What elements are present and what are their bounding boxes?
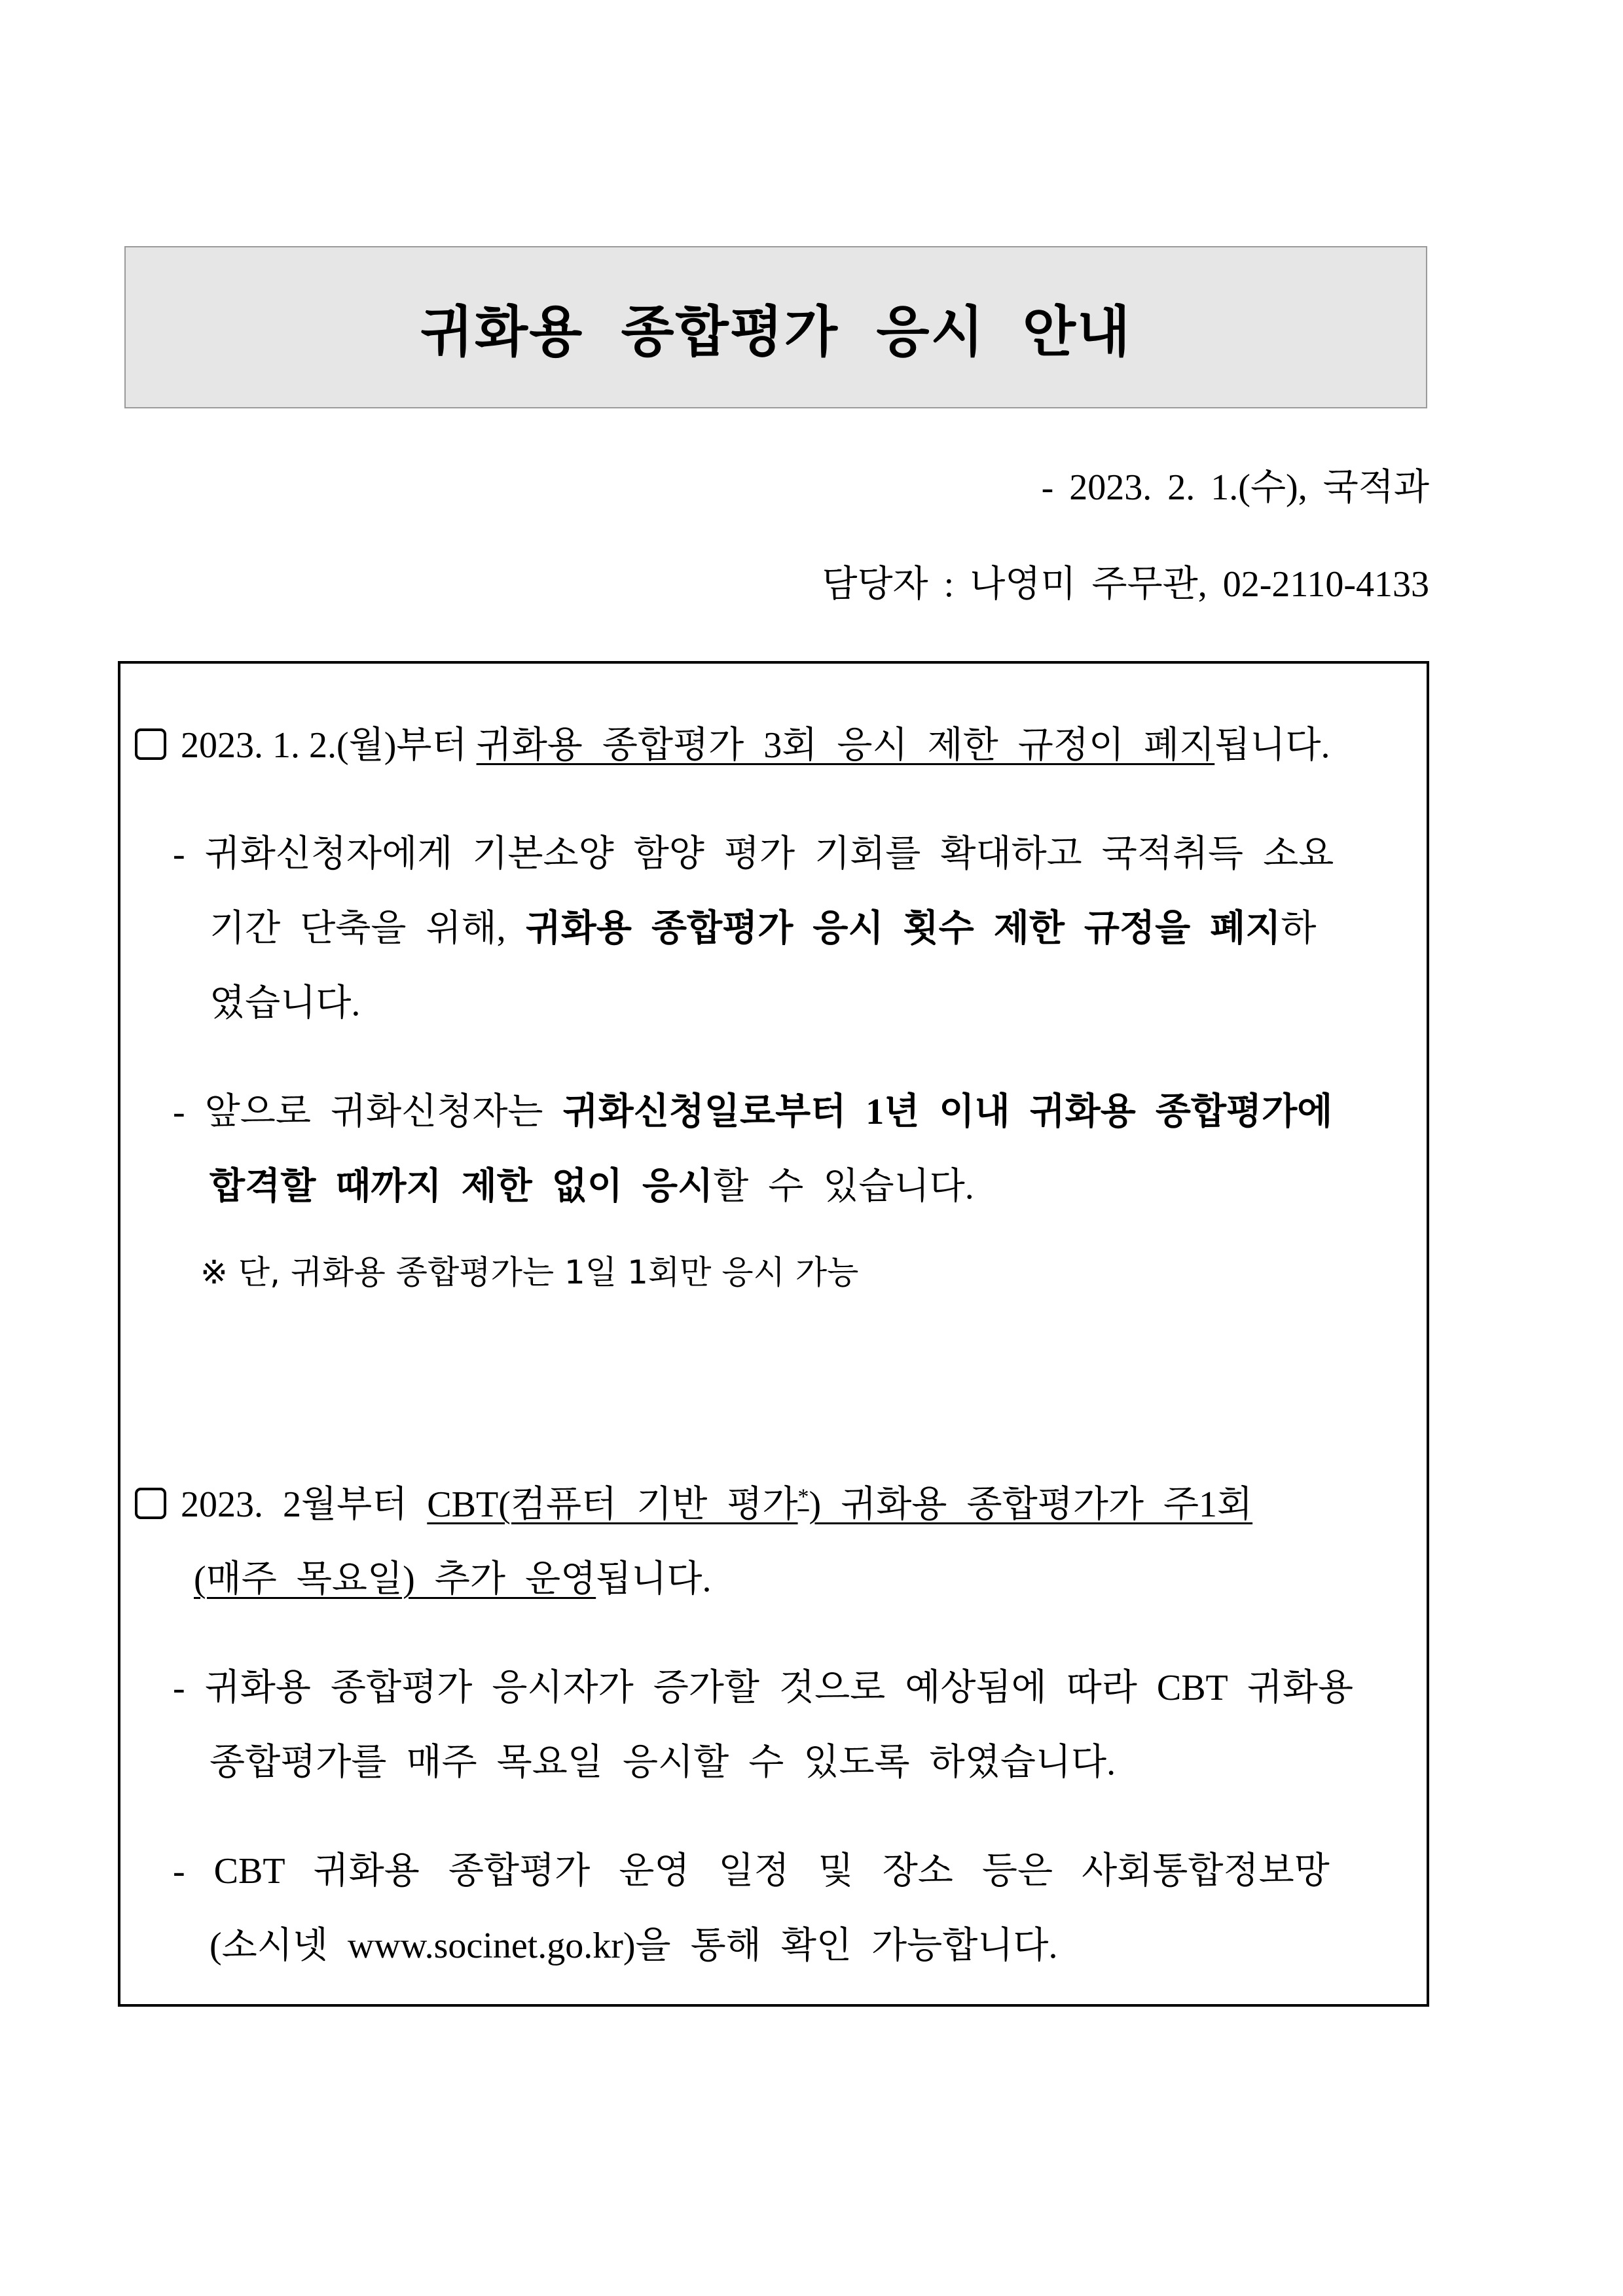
section2-heading-line2-suffix: 됩니다. bbox=[596, 1559, 712, 1600]
section2-heading-line2-underlined: (매주 목요일) 추가 운영 bbox=[194, 1559, 596, 1600]
section2-heading-line2 bbox=[194, 1558, 711, 1602]
section1-bullet2-line1-bold: 귀화신청일로부터 1년 이내 귀화용 종합평가에 bbox=[562, 1092, 1333, 1132]
section1-heading bbox=[135, 724, 1330, 768]
section1-bullet1-line2-bold: 귀화용 종합평가 응시 횟수 제한 규정을 폐지 bbox=[525, 908, 1281, 949]
section1-bullet1-line2 bbox=[210, 907, 1317, 951]
section1-bullet2-line1 bbox=[173, 1090, 1332, 1134]
section1-heading-prefix: 2023. 1. 2.(월)부터 bbox=[181, 725, 477, 766]
section1-bullet1-line2-prefix: 기간 단축을 위해, bbox=[210, 908, 526, 949]
section2-heading-line1 bbox=[135, 1483, 1252, 1527]
checkbox-icon bbox=[135, 1488, 166, 1519]
section2-heading-underlined-2: ) 귀화용 종합평가가 주1회 bbox=[809, 1484, 1253, 1525]
date-department: - 2023. 2. 1.(수), 국적과 bbox=[1041, 467, 1429, 508]
section1-note: ※ 단, 귀화용 종합평가는 1일 1회만 응시 가능 bbox=[200, 1253, 859, 1291]
section1-bullet2-line2 bbox=[210, 1165, 974, 1209]
section1-bullet1-line3: 였습니다. bbox=[210, 983, 361, 1024]
section1-bullet1-line2-suffix: 하 bbox=[1281, 908, 1317, 949]
section1-bullet2-line2-bold: 합격할 때까지 제한 없이 응시 bbox=[210, 1166, 714, 1207]
asterisk-footnote-mark: * bbox=[797, 1484, 809, 1509]
notice-box bbox=[118, 661, 1429, 2007]
contact-info: 담당자 : 나영미 주무관, 02-2110-4133 bbox=[822, 564, 1429, 605]
section2-bullet2-line2: (소시넷 www.socinet.go.kr)을 통해 확인 가능합니다. bbox=[210, 1926, 1058, 1966]
section2-heading-underlined-1: CBT(컴퓨터 기반 평가 bbox=[427, 1484, 798, 1525]
section1-bullet2-line1-prefix: - 앞으로 귀화신청자는 bbox=[173, 1092, 563, 1132]
page-title: 귀화용 종합평가 응시 안내 bbox=[420, 299, 1132, 364]
title-box bbox=[124, 246, 1427, 408]
section1-heading-underlined: 귀화용 종합평가 3회 응시 제한 규정이 폐지 bbox=[476, 725, 1215, 766]
section1-bullet2-line2-suffix: 할 수 있습니다. bbox=[713, 1166, 974, 1207]
section2-bullet1-line2: 종합평가를 매주 목요일 응시할 수 있도록 하였습니다. bbox=[210, 1742, 1116, 1783]
section1-heading-suffix: 됩니다. bbox=[1214, 725, 1330, 766]
section2-heading-prefix: 2023. 2월부터 bbox=[181, 1484, 428, 1525]
section1-bullet1-line1: - 귀화신청자에게 기본소양 함양 평가 기회를 확대하고 국적취득 소요 bbox=[173, 834, 1334, 874]
section2-bullet1-line1: - 귀화용 종합평가 응시자가 증가할 것으로 예상됨에 따라 CBT 귀화용 bbox=[173, 1668, 1354, 1708]
checkbox-icon bbox=[135, 728, 166, 760]
section2-bullet2-line1: - CBT 귀화용 종합평가 운영 일정 및 장소 등은 사회통합정보망 bbox=[173, 1851, 1330, 1892]
